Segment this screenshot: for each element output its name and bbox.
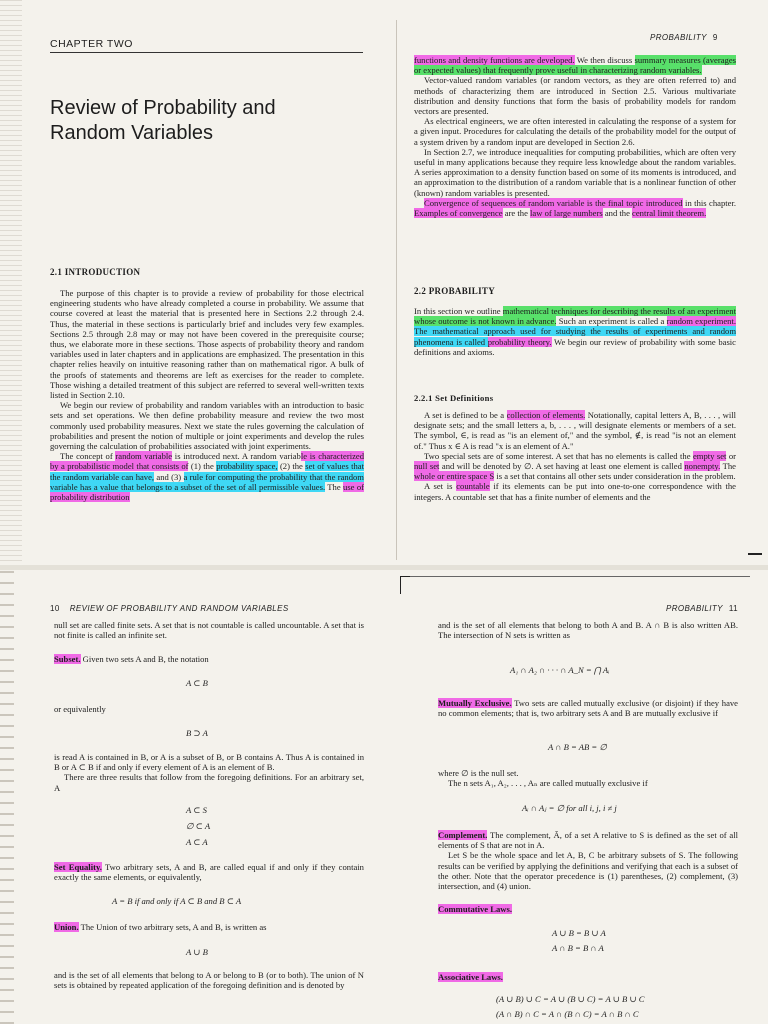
highlight-rule-for-computing: a rule for computing the probability that the random variable has a value that belongs to a subset of the set of all permissible values. xyxy=(50,471,364,492)
p11-paragraph-2: where ∅ is the null set. xyxy=(438,768,519,778)
highlight-probabilistic-model: le is characterized by a probabilistic model that consists of xyxy=(50,451,365,472)
chapter-title xyxy=(50,96,370,146)
highlight-convergence: Convergence of sequences of random variable is the final topic introduced xyxy=(424,197,683,208)
p10-paragraph-1: null set are called finite sets. A set that is not countable is called uncountable. A set that is not finite is called an infinite set. xyxy=(54,620,364,641)
p11-paragraph-4: Let S be the whole space and let A, B, C be arbitrary subsets of S. The following results can be verified by applying the definitions and verifying that each is a subset of the other. Note that the operator precedence is (1) parentheses, (2) complement, (3) intersection, and (4) union. xyxy=(438,850,738,892)
formula-associative-intersection: (A ∩ B) ∩ C = A ∩ (B ∩ C) = A ∩ B ∩ C xyxy=(496,1009,639,1019)
formula-result-2: ∅ ⊂ A xyxy=(186,821,211,831)
section-221-text xyxy=(414,410,736,502)
term-associative-laws: Associative Laws. xyxy=(438,972,503,982)
formula-pairwise-exclusive: Aᵢ ∩ Aⱼ = ∅ for all i, j, i ≠ j xyxy=(522,803,617,813)
highlight-set-of-values: set of values that the random variable can have, xyxy=(50,461,364,482)
formula-superset: B ⊃ A xyxy=(186,728,208,738)
section-22-text xyxy=(414,306,736,357)
highlight-random-experiment: random experiment. xyxy=(666,316,736,327)
section-heading-introduction: 2.1 INTRODUCTION xyxy=(50,267,141,277)
page-number-11: 11 xyxy=(728,604,738,613)
s221-paragraph-1: A set is defined to be a collection of elements. Notationally, capital letters A, B, . . . , will designate sets; and the small letters a, b, . . . , will designate elements or members of a set. The symbol, ∈, is read as "is an element of," and the symbol, ∉, is read "is not an element of." Thus x ∈ A is read "x is an element of A." xyxy=(414,410,736,451)
term-subset: Subset. xyxy=(54,654,81,664)
s221-paragraph-3: A set is countable if its elements can be put into one-to-one correspondence with the integers. A countable set that has a finite number of elements and the xyxy=(414,481,736,502)
p10-text xyxy=(54,620,364,640)
highlight-math-techniques: mathematical techniques for describing the results of an experiment whose outcome is not known in advance. xyxy=(414,306,736,327)
chapter-rule xyxy=(50,52,363,53)
p10-subset-text xyxy=(54,752,364,793)
highlight-random-variable: random variable xyxy=(115,451,173,462)
chapter-title-line1: Review of Probability and xyxy=(50,97,276,119)
highlight-probability-distribution: use of probability distribution xyxy=(50,481,364,503)
section-heading-probability: 2.2 PROBABILITY xyxy=(414,286,496,296)
highlight-summary-measures: summary measures (averages or expected values) xyxy=(414,55,736,76)
highlight-nonempty: nonempty. xyxy=(684,461,721,472)
term-set-equality: Set Equality. xyxy=(54,862,102,872)
p10-paragraph-2: is read A is contained in B, or A is a subset of B, or B contains A. Thus A is contained in B or A ⊂ B if and only if every element of A is an element of B. xyxy=(54,752,364,773)
right-column-top xyxy=(414,55,736,218)
term-union: Union. xyxy=(54,922,79,932)
highlight-math-approach: The mathematical approach used for studying the results of experiments and random phenomena is called xyxy=(414,326,736,347)
p9-paragraph-4: In Section 2.7, we introduce inequalities for computing probabilities, which are often very useful in many applications because they require less knowledge about the random variables. A series approximation to a density function based on some of its moments is introduced, and an approximation to the distribution of a random variable that is a nonlinear function of other (known) random variables is presented. xyxy=(414,146,736,198)
or-equivalently: or equivalently xyxy=(54,704,106,714)
term-complement: Complement. xyxy=(438,830,488,840)
binding-shadow xyxy=(0,0,22,566)
running-head-p10: 10 REVIEW OF PROBABILITY AND RANDOM VARIABLES xyxy=(50,604,289,613)
highlight-countable: countable xyxy=(456,481,490,492)
p10-set-equality: Set Equality. Two arbitrary sets, A and B, are called equal if and only if they contain exactly the same elements, or equivalently, xyxy=(54,862,364,883)
term-mutually-exclusive: Mutually Exclusive. xyxy=(438,698,512,708)
gutter-tick-h xyxy=(400,576,410,577)
gutter-tick xyxy=(400,576,401,594)
p10-union-text xyxy=(54,970,364,990)
highlight-collection-elements: collection of elements. xyxy=(506,410,586,420)
bottom-scan xyxy=(0,570,768,1024)
formula-commutative-union: A ∪ B = B ∪ A xyxy=(552,928,606,938)
page-top-edge xyxy=(410,576,750,577)
intro-paragraph-2: We begin our review of probability and random variables with an introduction to basic sets and set operations. We then define probability measure and review the two most commonly used probability measures. Next we state the rules governing the calculation of probabilities and present the notion of multiple or joint experiments and develop the rules governing the calculation of probabilities associated with joint experiments. xyxy=(50,400,364,452)
formula-subset: A ⊂ B xyxy=(186,678,208,688)
p11-paragraph-3: The n sets A₁, A₂, . . . , Aₙ are called mutually exclusive if xyxy=(448,778,648,789)
page-number-9: 9 xyxy=(712,33,718,42)
formula-associative-union: (A ∪ B) ∪ C = A ∪ (B ∪ C) = A ∪ B ∪ C xyxy=(496,994,645,1004)
highlight-empty-set: empty set xyxy=(692,450,727,461)
running-head-p9: PROBABILITY 9 xyxy=(650,33,718,42)
subsection-heading-set-definitions: 2.2.1 Set Definitions xyxy=(414,393,494,403)
p10-union: Union. The Union of two arbitrary sets, A and B, is written as xyxy=(54,922,267,932)
p9-paragraph-1: functions and density functions are developed. We then discuss summary measures (averages or expected values) that frequently prove useful in characterizing random variables. xyxy=(414,55,736,76)
p11-null-set xyxy=(438,768,738,788)
intro-paragraph-3: The concept of random variable is introduced next. A random variable is characterized by a probabilistic model that consists of (1) the probability space, (2) the set of values that the random variable can have, and (3) a rule for computing the probability that the random variable has a value that belongs to a subset of the set of all permissible values. The use of probability distribution xyxy=(50,451,365,503)
chapter-title-line2: Random Variables xyxy=(50,122,214,144)
p9-paragraph-2: Vector-valued random variables (or random vectors, as they are often referred to) and methods of characterizing them are introduced in Section 2.5. Various multivariate distribution and density functions that form the basis of probability models for random vectors are presented. xyxy=(414,75,736,117)
formula-mutually-exclusive: A ∩ B = AB = ∅ xyxy=(548,742,607,752)
s221-paragraph-2: Two special sets are of some interest. A set that has no elements is called the empty set or null set and will be denoted by ∅. A set having at least one element is called nonempty. The whole or entire space S is a set that contains all other sets under consideration in the problem. xyxy=(414,450,736,482)
left-column-intro xyxy=(50,288,364,502)
running-head-p11: PROBABILITY 11 xyxy=(666,604,738,613)
highlight-probability-theory: probability theory. xyxy=(487,336,552,347)
highlight-examples-convergence: Examples of convergence xyxy=(414,208,503,219)
p11-associative xyxy=(438,972,738,982)
page-gutter xyxy=(396,20,397,560)
p9-paragraph-5: Convergence of sequences of random variable is the final topic introduced in this chapter. Examples of convergence are the law of large numbers and the central limit theorem. xyxy=(414,197,736,219)
highlight-functions-densities: functions and density functions are developed. xyxy=(414,55,575,65)
formula-result-3: A ⊂ A xyxy=(186,837,208,847)
p10-paragraph-3: There are three results that follow from the foregoing definitions. For an arbitrary set, A xyxy=(54,772,364,793)
page-number-10: 10 xyxy=(50,604,60,613)
chapter-label: CHAPTER TWO xyxy=(50,38,133,50)
highlight-characterizing-rv: that frequently prove useful in characterizing random variables. xyxy=(480,65,702,76)
binding-marks xyxy=(0,570,14,1024)
page-edge-mark xyxy=(748,553,762,555)
formula-intersection: A₁ ∩ A₂ ∩ · · · ∩ A_N = ⋂ Aᵢ xyxy=(510,665,610,675)
p10-subset: Subset. Given two sets A and B, the notation xyxy=(54,654,209,664)
p11-commutative xyxy=(438,904,738,914)
formula-set-equality: A = B if and only if A ⊂ B and B ⊂ A xyxy=(112,896,242,906)
highlight-null-set: null set xyxy=(414,461,440,472)
term-commutative-laws: Commutative Laws. xyxy=(438,904,512,914)
intro-paragraph-1: The purpose of this chapter is to provide a review of probability for those electrical engineering students who have already completed a course in probability. We assume that course covered at least the material that is presented here in Sections 2.2 through 2.4. Thus, the material in these sections is particularly brief and includes very few examples. Sections 2.5 through 2.8 may or may not have been covered in the prerequisite course; thus, we elaborate more in these sections. Those aspects of probability theory and random variables used in later chapters and in applications are emphasized. The presentation in this chapter relies heavily on intuitive reasoning rather than on mathematical rigor. A bulk of the proofs of statements and theorems are left as exercises for the reader to complete. Those wishing a detailed treatment of this subject are referred to several well-written texts listed in Section 2.10. xyxy=(50,288,364,401)
formula-commutative-intersection: A ∩ B = B ∩ A xyxy=(552,943,604,953)
p9-paragraph-3: As electrical engineers, we are often interested in calculating the response of a system for a given input. Procedures for calculating the details of the probability model for the output of a system driven by a random input are developed in Section 2.6. xyxy=(414,116,736,147)
p11-paragraph-1: and is the set of all elements that belong to both A and B. A ∩ B is also written AB. The intersection of N sets is written as xyxy=(438,620,738,641)
p11-complement: Complement. The complement, Ā, of a set A relative to S is defined as the set of all elements of S that are not in A. Let S be the whole space and let A, B, C be arbitrary subsets of S. The following results can be verified by applying the definitions and verifying that each is a subset of the other. Note that the operator precedence is (1) parentheses, (2) complement, (3) intersection, and (4) union. xyxy=(438,830,738,892)
highlight-whole-space: whole or entire space S xyxy=(414,471,495,482)
highlight-law-large-numbers: law of large numbers xyxy=(530,208,603,219)
p10-paragraph-4: and is the set of all elements that belong to A or belong to B (or to both). The union of N sets is obtained by repeated application of the foregoing definition and is denoted by xyxy=(54,970,364,991)
s22-paragraph: In this section we outline mathematical techniques for describing the results of an experiment whose outcome is not known in advance. Such an experiment is called a random experiment. The mathematical approach used for studying the results of experiments and random phenomena is called probability theory. We begin our review of probability with some basic definitions and axioms. xyxy=(414,306,736,357)
highlight-central-limit: central limit theorem. xyxy=(632,208,707,219)
p11-mutually-exclusive: Mutually Exclusive. Two sets are called mutually exclusive (or disjoint) if they have no common elements; that is, two arbitrary sets A and B are mutually exclusive if xyxy=(438,698,738,719)
p11-text xyxy=(438,620,738,640)
highlight-probability-space: probability space, xyxy=(216,461,278,472)
formula-union: A ∪ B xyxy=(186,947,208,957)
formula-result-1: A ⊂ S xyxy=(186,805,207,815)
